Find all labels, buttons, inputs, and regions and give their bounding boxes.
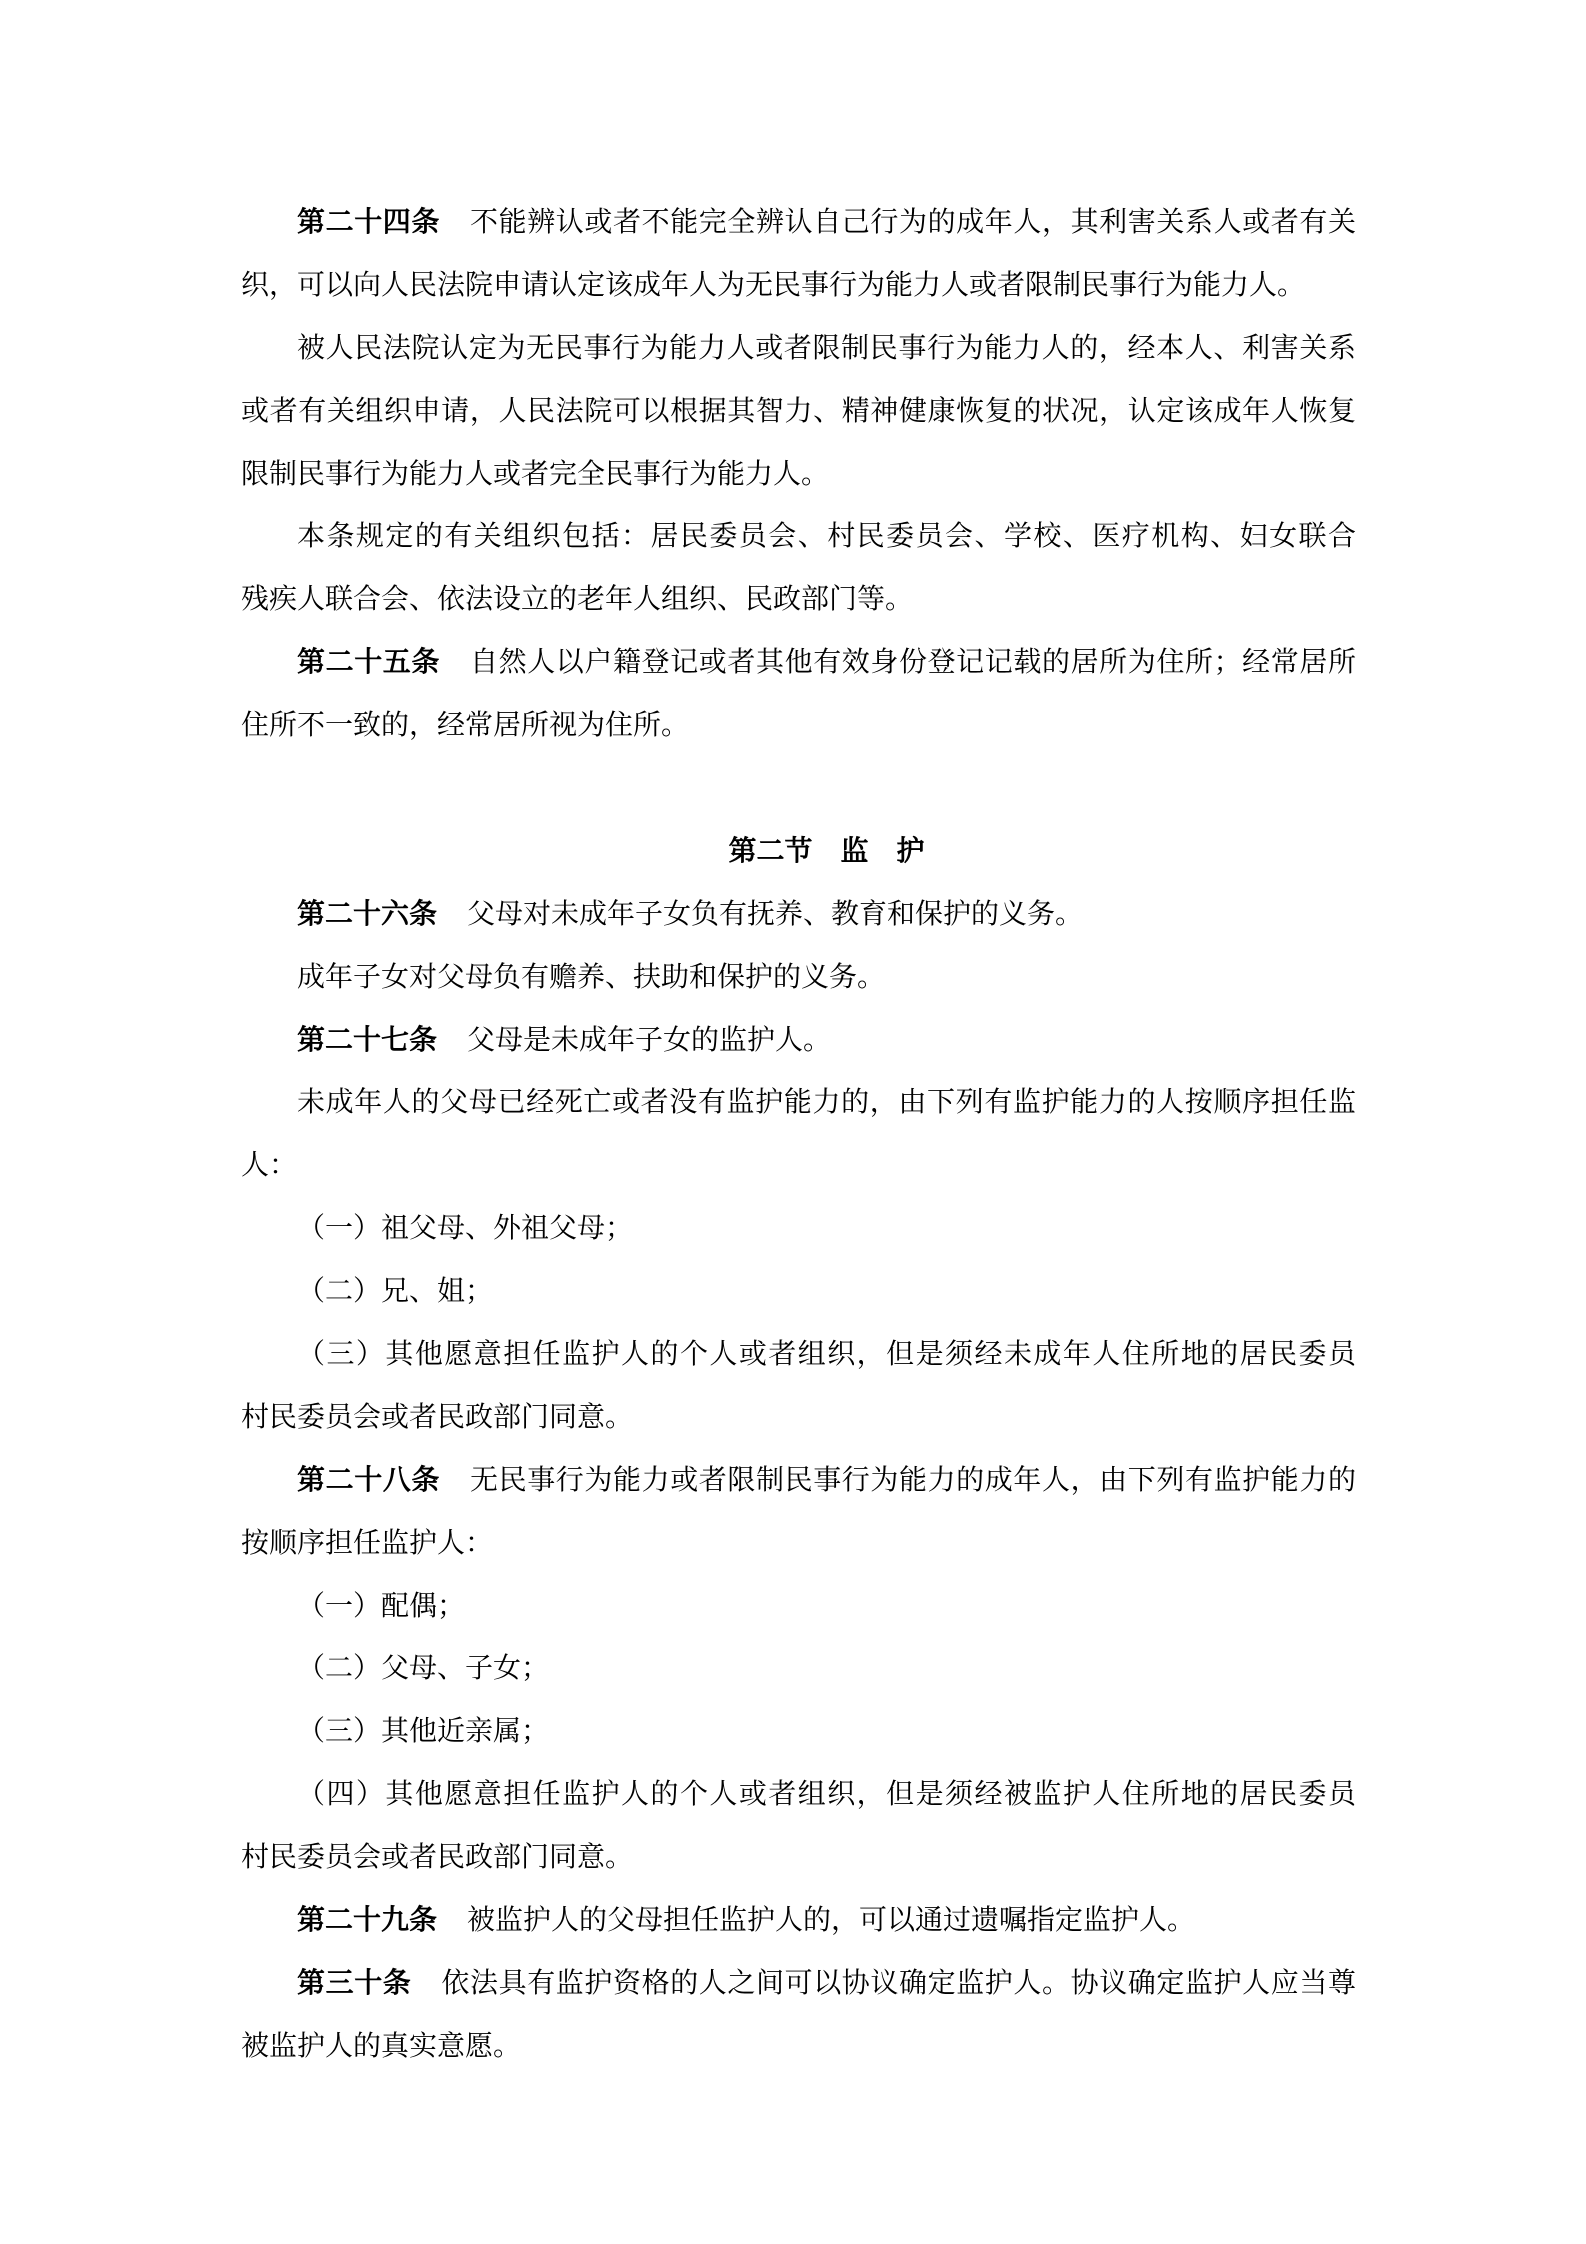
article-paragraph — [241, 1450, 1356, 1576]
article-number: 第二十六条 — [297, 898, 438, 930]
article-number: 第二十五条 — [297, 647, 440, 679]
line-text: 父母是未成年子女的监护人。 — [467, 1024, 832, 1056]
article-paragraph — [241, 632, 1356, 758]
line-text: （三）其他近亲属； — [297, 1716, 550, 1748]
paragraph — [241, 947, 1356, 1010]
text-line — [241, 1387, 1356, 1450]
line-text: （一）配偶； — [297, 1590, 466, 1622]
line-text: 人： — [241, 1150, 298, 1182]
line-text: （一）祖父母、外祖父母； — [297, 1213, 634, 1245]
article-paragraph — [241, 1010, 1356, 1073]
line-text: 住所不一致的，经常居所视为住所。 — [241, 710, 690, 742]
text-line — [241, 1450, 1356, 1513]
text-line — [241, 1576, 1356, 1639]
text-line — [241, 1198, 1356, 1261]
text-line — [241, 1764, 1356, 1827]
paragraph — [241, 318, 1356, 507]
paragraph — [241, 506, 1356, 632]
article-paragraph — [241, 1890, 1356, 1953]
text-line — [241, 1261, 1356, 1324]
paragraph — [241, 1764, 1356, 1890]
paragraph — [241, 1198, 1356, 1261]
article-number: 第二十七条 — [297, 1024, 438, 1056]
line-text: 村民委员会或者民政部门同意。 — [241, 1401, 634, 1433]
line-text: 成年子女对父母负有赡养、扶助和保护的义务。 — [297, 961, 886, 993]
paragraph — [241, 1576, 1356, 1639]
article-number: 第二十九条 — [297, 1905, 438, 1937]
article-paragraph — [241, 192, 1356, 318]
line-text: 或者有关组织申请，人民法院可以根据其智力、精神健康恢复的状况，认定该成年人恢复 — [241, 395, 1356, 427]
paragraph — [241, 1324, 1356, 1450]
paragraph — [241, 1261, 1356, 1324]
text-line — [241, 506, 1356, 569]
line-text: （二）父母、子女； — [297, 1653, 550, 1685]
line-text: 不能辨认或者不能完全辨认自己行为的成年人，其利害关系人或者有关 — [470, 207, 1356, 238]
section-heading: 第二节 监 护 — [728, 835, 925, 867]
line-text: （三）其他愿意担任监护人的个人或者组织，但是须经未成年人住所地的居民委员 — [297, 1339, 1356, 1371]
text-line — [241, 318, 1356, 381]
text-line — [241, 884, 1356, 947]
line-text: 被监护人的父母担任监护人的，可以通过遗嘱指定监护人。 — [467, 1905, 1196, 1937]
article-number: 第二十四条 — [297, 207, 440, 238]
article-number: 第三十条 — [297, 1967, 412, 1999]
text-line — [241, 1135, 1356, 1198]
text-line — [241, 192, 1356, 255]
line-text: 未成年人的父母已经死亡或者没有监护能力的，由下列有监护能力的人按顺序担任监 — [297, 1087, 1356, 1119]
article-paragraph — [241, 884, 1356, 947]
line-text: 被监护人的真实意愿。 — [241, 2030, 522, 2062]
line-text: 依法具有监护资格的人之间可以协议确定监护人。协议确定监护人应当尊 — [441, 1967, 1356, 1999]
line-text: （四）其他愿意担任监护人的个人或者组织，但是须经被监护人住所地的居民委员 — [297, 1779, 1356, 1811]
text-line — [241, 947, 1356, 1010]
text-line — [241, 1890, 1356, 1953]
blank-line — [241, 758, 1356, 821]
text-line — [241, 1701, 1356, 1764]
line-text: 村民委员会或者民政部门同意。 — [241, 1842, 634, 1874]
text-line — [241, 1638, 1356, 1701]
line-text: 无民事行为能力或者限制民事行为能力的成年人，由下列有监护能力的 — [470, 1464, 1356, 1496]
article-paragraph — [241, 1953, 1356, 2079]
text-line — [241, 1010, 1356, 1073]
line-text: 按顺序担任监护人： — [241, 1527, 494, 1559]
text-line — [241, 1072, 1356, 1135]
paragraph — [241, 1072, 1356, 1198]
line-text: 被人民法院认定为无民事行为能力人或者限制民事行为能力人的，经本人、利害关系 — [297, 332, 1356, 364]
text-line — [241, 255, 1356, 318]
text-line — [241, 1827, 1356, 1890]
text-line — [241, 569, 1356, 632]
text-line — [241, 632, 1356, 695]
text-line — [241, 1324, 1356, 1387]
text-line — [241, 1953, 1356, 2016]
paragraph — [241, 1701, 1356, 1764]
article-number: 第二十八条 — [297, 1464, 440, 1496]
paragraph — [241, 1638, 1356, 1701]
line-text: 父母对未成年子女负有抚养、教育和保护的义务。 — [467, 898, 1084, 930]
line-text: 本条规定的有关组织包括：居民委员会、村民委员会、学校、医疗机构、妇女联合 — [297, 521, 1356, 553]
line-text: （二）兄、姐； — [297, 1276, 494, 1308]
line-text: 残疾人联合会、依法设立的老年人组织、民政部门等。 — [241, 584, 914, 616]
text-line — [241, 1513, 1356, 1576]
text-line — [241, 695, 1356, 758]
line-text: 限制民事行为能力人或者完全民事行为能力人。 — [241, 458, 830, 490]
text-line — [241, 381, 1356, 444]
document-body — [241, 192, 1356, 2079]
line-text: 自然人以户籍登记或者其他有效身份登记记载的居所为住所；经常居所 — [470, 647, 1356, 679]
line-text: 织，可以向人民法院申请认定该成年人为无民事行为能力人或者限制民事行为能力人。 — [241, 269, 1306, 301]
text-line — [241, 444, 1356, 507]
text-line — [241, 2016, 1356, 2079]
